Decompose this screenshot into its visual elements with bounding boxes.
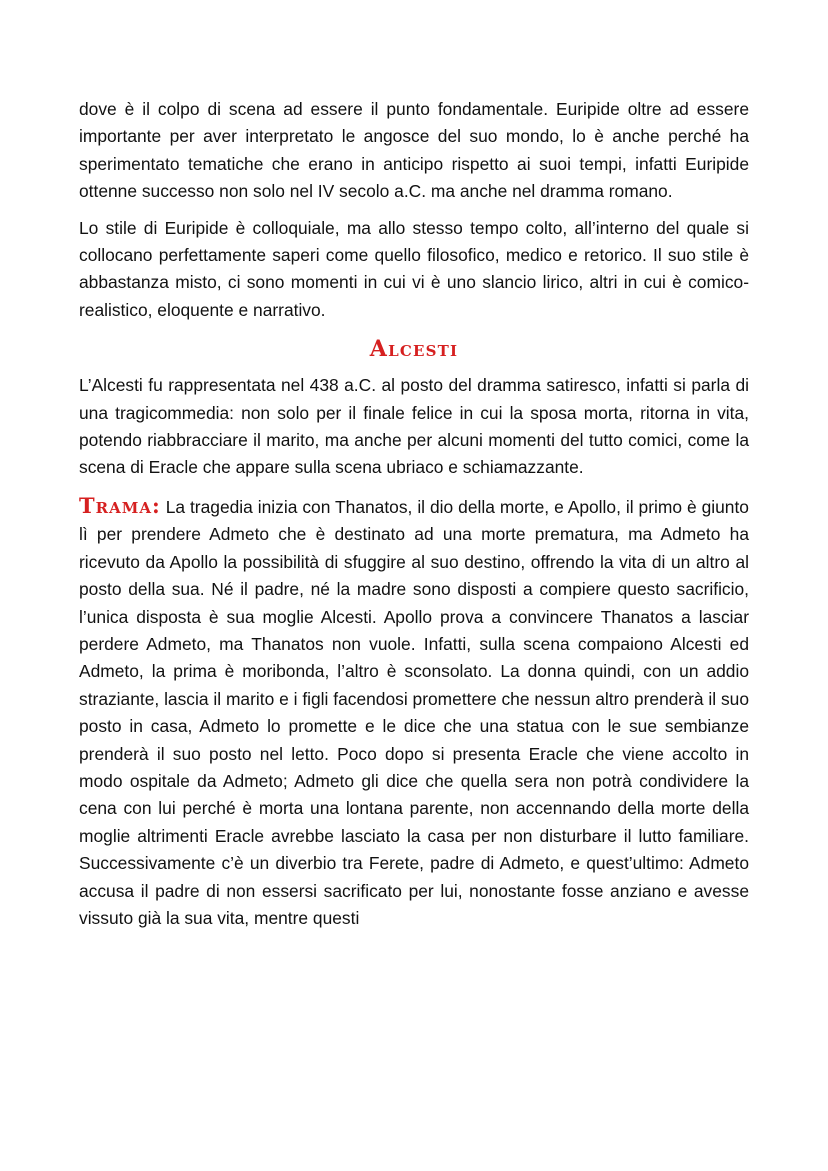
- trama-text: La tragedia inizia con Thanatos, il dio della morte, e Apollo, il primo è giunto lì per prendere Admeto che è destinato ad una morte prematura, ma Admeto ha ricevuto da Apollo la possibilità di sfuggire al suo destino, offrendo la vita di un altro al posto della sua. Né il padre, né la madre sono disposti a compiere questo sacrificio, l’unica disposta è sua moglie Alcesti. Apollo prova a convincere Thanatos a lasciar perdere Admeto, ma Thanatos non vuole. Infatti, sulla scena compaiono Alcesti ed Admeto, la prima è moribonda, l’altro è sconsolato. La donna quindi, con un addio straziante, lascia il marito e i figli facendosi promettere che nessun altro prenderà il suo posto in casa, Admeto lo promette e le dice che una statua con le sue sembianze prenderà il suo posto nel letto. Poco dopo si presenta Eracle che viene accolto in modo ospitale da Admeto; Admeto gli dice che quella sera non potrà condividere la cena con lui perché è morta una lontana parente, non accennando della morte della moglie altrimenti Eracle avrebbe lasciato la casa per non disturbare il lutto familiare. Successivamente c’è un diverbio tra Ferete, padre di Admeto, e quest’ultimo: Admeto accusa il padre di non essersi sacrificato per lui, nonostante fosse anziano e avesse vissuto già la sua vita, mentre questi: [79, 496, 749, 928]
- trama-label: Trama:: [79, 492, 161, 518]
- paragraph-trama: [79, 492, 749, 933]
- document-page: [79, 96, 749, 932]
- paragraph-euripide-style: Lo stile di Euripide è colloquiale, ma allo stesso tempo colto, all’interno del quale si collocano perfettamente saperi come quello filosofico, medico e retorico. Il suo stile è abbastanza misto, ci sono momenti in cui vi è uno slancio lirico, altri in cui è comico-realistico, eloquente e narrativo.: [79, 217, 749, 320]
- section-heading-alcesti: Alcesti: [369, 336, 459, 363]
- paragraph-alcesti-intro: L’Alcesti fu rappresentata nel 438 a.C. al posto del dramma satiresco, infatti si parla di una tragicommedia: non solo per il finale felice in cui la sposa morta, ritorna in vita, potendo riabbracciare il marito, ma anche per alcuni momenti del tutto comici, come la scena di Eracle che appare sulla scena ubriaco e schiamazzante.: [79, 375, 749, 478]
- paragraph-euripide-importance: dove è il colpo di scena ad essere il punto fondamentale. Euripide oltre ad essere importante per aver interpretato le angosce del suo mondo, lo è anche perché ha sperimentato tematiche che erano in anticipo rispetto ai suoi tempi, infatti Euripide ottenne successo non solo nel IV secolo a.C. ma anche nel dramma romano.: [79, 99, 749, 202]
